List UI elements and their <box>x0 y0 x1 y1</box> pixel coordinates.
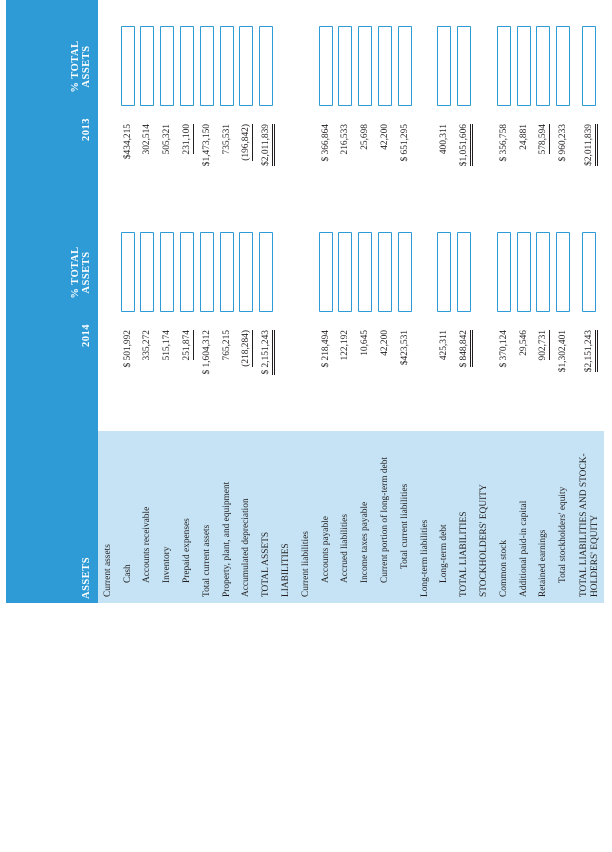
table-row <box>514 0 534 603</box>
value-text: (218,284) <box>241 330 252 367</box>
pct-2013-cell <box>217 19 237 114</box>
value-text: 231,100 <box>182 124 193 155</box>
table-row <box>296 0 316 603</box>
value-2013 <box>217 114 237 225</box>
value-2012 <box>395 0 415 19</box>
value-2013 <box>553 114 573 225</box>
pct-2014-cell <box>395 225 415 320</box>
pct-entry-box <box>160 233 174 313</box>
value-2012 <box>217 0 237 19</box>
table-row <box>197 0 217 603</box>
pct-entry-box <box>398 233 412 313</box>
value-2012 <box>375 0 395 19</box>
value-text: 251,874 <box>182 330 193 361</box>
pct-2013-cell <box>573 19 604 114</box>
pct-2014-cell <box>355 225 375 320</box>
pct-entry-box <box>220 233 234 313</box>
value-2012 <box>534 0 554 19</box>
value-text: (196,842) <box>241 124 252 161</box>
pct-entry-box <box>437 27 451 107</box>
pct-2013-cell <box>534 19 554 114</box>
pct-entry-box <box>582 27 596 107</box>
row-label: Long-term liabilities <box>415 431 435 603</box>
table-row <box>118 0 138 603</box>
value-2014 <box>256 320 276 431</box>
value-2012 <box>435 0 455 19</box>
pct-entry-box <box>140 233 154 313</box>
value-2012 <box>494 0 514 19</box>
value-2012 <box>573 0 604 19</box>
value-text: $ 366,864 <box>320 124 331 162</box>
value-2012 <box>316 0 336 19</box>
pct-2014-cell <box>336 225 356 320</box>
table-row <box>435 0 455 603</box>
value-text: 902,731 <box>538 330 549 361</box>
table-row <box>454 0 474 603</box>
pct-header-line2: ASSETS <box>81 45 92 88</box>
pct-entry-box <box>398 27 412 107</box>
pct-entry-box <box>536 233 550 313</box>
value-text: $2,151,243 <box>584 330 598 372</box>
value-text: $1,473,150 <box>201 124 212 167</box>
value-2014 <box>355 320 375 431</box>
value-2013 <box>573 114 604 225</box>
pct-2014-cell <box>138 225 158 320</box>
column-header-2012 <box>6 0 98 19</box>
pct-2014-cell <box>316 225 336 320</box>
value-2012 <box>454 0 474 19</box>
value-text: $ 370,124 <box>498 330 509 368</box>
value-2013 <box>296 114 316 225</box>
pct-entry-box <box>200 27 214 107</box>
value-2013 <box>138 114 158 225</box>
value-2013 <box>256 114 276 225</box>
row-label: Accounts payable <box>316 431 336 603</box>
row-label: Long-term debt <box>435 431 455 603</box>
pct-2013-cell <box>138 19 158 114</box>
row-label: LIABILITIES <box>276 431 296 603</box>
row-label: Prepaid expenses <box>177 431 197 603</box>
pct-entry-box <box>200 233 214 313</box>
value-2012 <box>415 0 435 19</box>
table-row <box>336 0 356 603</box>
pct-2014-cell <box>118 225 138 320</box>
pct-entry-box <box>239 233 253 313</box>
table-row <box>355 0 375 603</box>
value-2012 <box>118 0 138 19</box>
row-label: Common stock <box>494 431 514 603</box>
table-row <box>553 0 573 603</box>
value-2014 <box>553 320 573 431</box>
table-row <box>237 0 257 603</box>
value-text: 335,272 <box>142 330 153 361</box>
value-2012 <box>553 0 573 19</box>
pct-2014-cell <box>573 225 604 320</box>
column-header-pct-2013 <box>6 19 98 114</box>
value-2012 <box>296 0 316 19</box>
pct-entry-box <box>497 27 511 107</box>
value-2014 <box>237 320 257 431</box>
pct-2013-cell <box>316 19 336 114</box>
header-row <box>6 0 98 603</box>
value-text: $ 218,494 <box>320 330 331 368</box>
value-2014 <box>217 320 237 431</box>
value-text: $1,051,606 <box>459 124 473 166</box>
value-2014 <box>296 320 316 431</box>
value-text: $423,531 <box>399 330 410 366</box>
value-text: $ 501,992 <box>122 330 133 368</box>
value-2013 <box>157 114 177 225</box>
value-2013 <box>454 114 474 225</box>
pct-entry-box <box>358 27 372 107</box>
pct-2014-cell <box>435 225 455 320</box>
value-2013 <box>177 114 197 225</box>
value-2012 <box>256 0 276 19</box>
row-label: Retained earnings <box>534 431 554 603</box>
value-2013 <box>118 114 138 225</box>
value-text: 42,200 <box>380 330 391 356</box>
row-label: Inventory <box>157 431 177 603</box>
value-2013 <box>98 114 118 225</box>
value-2014 <box>573 320 604 431</box>
value-2014 <box>138 320 158 431</box>
pct-entry-box <box>319 233 333 313</box>
value-2012 <box>177 0 197 19</box>
value-2014 <box>276 320 296 431</box>
pct-2014-cell <box>415 225 435 320</box>
value-2012 <box>197 0 217 19</box>
table-row <box>494 0 514 603</box>
pct-entry-box <box>121 27 135 107</box>
pct-entry-box <box>338 27 352 107</box>
value-2013 <box>494 114 514 225</box>
pct-entry-box <box>121 233 135 313</box>
value-text: 216,533 <box>340 124 351 155</box>
value-2014 <box>98 320 118 431</box>
pct-entry-box <box>259 27 273 107</box>
pct-entry-box <box>220 27 234 107</box>
table-row <box>157 0 177 603</box>
value-2012 <box>355 0 375 19</box>
pct-entry-box <box>358 233 372 313</box>
value-text: 400,311 <box>439 124 450 155</box>
row-label: Current portion of long-term debt <box>375 431 395 603</box>
pct-2013-cell <box>296 19 316 114</box>
row-label: TOTAL ASSETS <box>256 431 276 603</box>
pct-entry-box <box>457 233 471 313</box>
row-label: Total stockholders' equity <box>553 431 573 603</box>
value-text: 24,881 <box>518 124 529 150</box>
value-2013 <box>197 114 217 225</box>
value-text: $ 2,151,243 <box>261 330 275 375</box>
value-text: 515,174 <box>162 330 173 361</box>
pct-entry-box <box>140 27 154 107</box>
column-header-pct-2014 <box>6 225 98 320</box>
table-row <box>534 0 554 603</box>
pct-2014-cell <box>534 225 554 320</box>
row-label: Cash <box>118 431 138 603</box>
pct-2013-cell <box>454 19 474 114</box>
pct-2014-cell <box>553 225 573 320</box>
balance-sheet-table <box>6 0 604 603</box>
table-row <box>98 0 118 603</box>
pct-entry-box <box>378 233 392 313</box>
pct-2013-cell <box>336 19 356 114</box>
value-text: 425,311 <box>439 330 450 361</box>
value-text: $ 651,295 <box>399 124 410 162</box>
value-2014 <box>474 320 494 431</box>
balance-sheet-body <box>98 0 604 603</box>
value-text: 578,594 <box>538 124 549 155</box>
pct-2014-cell <box>296 225 316 320</box>
value-text: 25,698 <box>360 124 371 150</box>
pct-entry-box <box>457 27 471 107</box>
pct-2014-cell <box>157 225 177 320</box>
row-label: Total current assets <box>197 431 217 603</box>
table-row <box>256 0 276 603</box>
value-text: 29,546 <box>518 330 529 356</box>
value-2013 <box>474 114 494 225</box>
column-header-2014: 2014 <box>6 320 98 431</box>
value-text: $434,215 <box>122 124 133 160</box>
value-text: $ 848,842 <box>459 330 473 368</box>
value-2012 <box>474 0 494 19</box>
row-label: Current assets <box>98 431 118 603</box>
pct-2013-cell <box>474 19 494 114</box>
pct-entry-box <box>517 233 531 313</box>
pct-entry-box <box>319 27 333 107</box>
row-label: Income taxes payable <box>355 431 375 603</box>
pct-2013-cell <box>177 19 197 114</box>
pct-2013-cell <box>514 19 534 114</box>
value-2014 <box>514 320 534 431</box>
pct-entry-box <box>582 233 596 313</box>
pct-2014-cell <box>276 225 296 320</box>
value-2014 <box>435 320 455 431</box>
pct-2013-cell <box>355 19 375 114</box>
value-2013 <box>237 114 257 225</box>
value-2012 <box>276 0 296 19</box>
value-text: 122,192 <box>340 330 351 361</box>
pct-2013-cell <box>415 19 435 114</box>
value-2013 <box>534 114 554 225</box>
value-text: 302,514 <box>142 124 153 155</box>
value-text: 505,321 <box>162 124 173 155</box>
pct-entry-box <box>437 233 451 313</box>
table-row <box>276 0 296 603</box>
value-2012 <box>514 0 534 19</box>
balance-sheet-page <box>6 5 604 848</box>
pct-entry-box <box>517 27 531 107</box>
pct-entry-box <box>556 233 570 313</box>
value-2014 <box>395 320 415 431</box>
value-text: $2,011,839 <box>261 124 275 166</box>
pct-entry-box <box>180 27 194 107</box>
pct-header-line1: % TOTAL <box>70 40 81 93</box>
row-label: Accrued liabilities <box>336 431 356 603</box>
pct-2013-cell <box>435 19 455 114</box>
pct-entry-box <box>239 27 253 107</box>
row-label: TOTAL LIABILITIES AND STOCK-HOLDERS' EQUITY <box>573 431 604 603</box>
row-label: Property, plant, and equipment <box>217 431 237 603</box>
pct-entry-box <box>378 27 392 107</box>
pct-entry-box <box>338 233 352 313</box>
balance-sheet-rotated <box>6 0 604 603</box>
pct-2013-cell <box>197 19 217 114</box>
row-label: Total current liabilities <box>395 431 415 603</box>
pct-2014-cell <box>98 225 118 320</box>
table-row <box>474 0 494 603</box>
pct-2014-cell <box>514 225 534 320</box>
pct-entry-box <box>497 233 511 313</box>
column-header-2013: 2013 <box>6 114 98 225</box>
pct-2014-cell <box>237 225 257 320</box>
pct-entry-box <box>536 27 550 107</box>
value-2013 <box>415 114 435 225</box>
value-text: $ 960,233 <box>558 124 569 162</box>
row-label: Additional paid-in capital <box>514 431 534 603</box>
table-row <box>316 0 336 603</box>
value-2014 <box>316 320 336 431</box>
value-2014 <box>454 320 474 431</box>
pct-2013-cell <box>375 19 395 114</box>
value-2014 <box>177 320 197 431</box>
table-row <box>415 0 435 603</box>
value-text: 10,645 <box>360 330 371 356</box>
column-header-label: ASSETS <box>6 431 98 603</box>
pct-2014-cell <box>256 225 276 320</box>
pct-2013-cell <box>553 19 573 114</box>
value-2014 <box>157 320 177 431</box>
value-text: 735,531 <box>221 124 232 155</box>
value-2014 <box>494 320 514 431</box>
pct-2013-cell <box>395 19 415 114</box>
value-2014 <box>197 320 217 431</box>
pct-2013-cell <box>276 19 296 114</box>
value-2013 <box>276 114 296 225</box>
value-2013 <box>375 114 395 225</box>
row-label: Accounts receivable <box>138 431 158 603</box>
value-2013 <box>355 114 375 225</box>
pct-2013-cell <box>256 19 276 114</box>
pct-2014-cell <box>197 225 217 320</box>
value-2013 <box>336 114 356 225</box>
table-row <box>375 0 395 603</box>
value-2012 <box>237 0 257 19</box>
value-2013 <box>316 114 336 225</box>
value-2014 <box>336 320 356 431</box>
table-row <box>177 0 197 603</box>
value-2014 <box>415 320 435 431</box>
row-label: Accumulated depreciation <box>237 431 257 603</box>
value-2014 <box>534 320 554 431</box>
pct-2014-cell <box>177 225 197 320</box>
value-text: 765,215 <box>221 330 232 361</box>
pct-2014-cell <box>474 225 494 320</box>
pct-2013-cell <box>494 19 514 114</box>
value-text: $ 1,604,312 <box>201 330 212 375</box>
pct-2014-cell <box>375 225 395 320</box>
pct-entry-box <box>556 27 570 107</box>
row-label: TOTAL LIABILITIES <box>454 431 474 603</box>
pct-2014-cell <box>454 225 474 320</box>
pct-header-line1: % TOTAL <box>70 246 81 299</box>
row-label: Current liabilities <box>296 431 316 603</box>
table-row <box>217 0 237 603</box>
value-2013 <box>435 114 455 225</box>
table-row <box>395 0 415 603</box>
pct-2014-cell <box>217 225 237 320</box>
table-row <box>138 0 158 603</box>
value-2012 <box>157 0 177 19</box>
value-2012 <box>98 0 118 19</box>
pct-header-line2: ASSETS <box>81 251 92 294</box>
value-2013 <box>395 114 415 225</box>
value-text: $ 356,758 <box>498 124 509 162</box>
pct-2014-cell <box>494 225 514 320</box>
pct-entry-box <box>160 27 174 107</box>
pct-entry-box <box>180 233 194 313</box>
pct-entry-box <box>259 233 273 313</box>
value-text: 42,200 <box>380 124 391 150</box>
pct-2013-cell <box>157 19 177 114</box>
value-2013 <box>514 114 534 225</box>
value-2014 <box>118 320 138 431</box>
pct-2013-cell <box>237 19 257 114</box>
row-label: STOCKHOLDERS' EQUITY <box>474 431 494 603</box>
pct-2013-cell <box>118 19 138 114</box>
table-row <box>573 0 604 603</box>
value-text: $1,302,401 <box>558 330 569 373</box>
pct-2013-cell <box>98 19 118 114</box>
value-2014 <box>375 320 395 431</box>
value-2012 <box>138 0 158 19</box>
value-2012 <box>336 0 356 19</box>
value-text: $2,011,839 <box>584 124 598 166</box>
